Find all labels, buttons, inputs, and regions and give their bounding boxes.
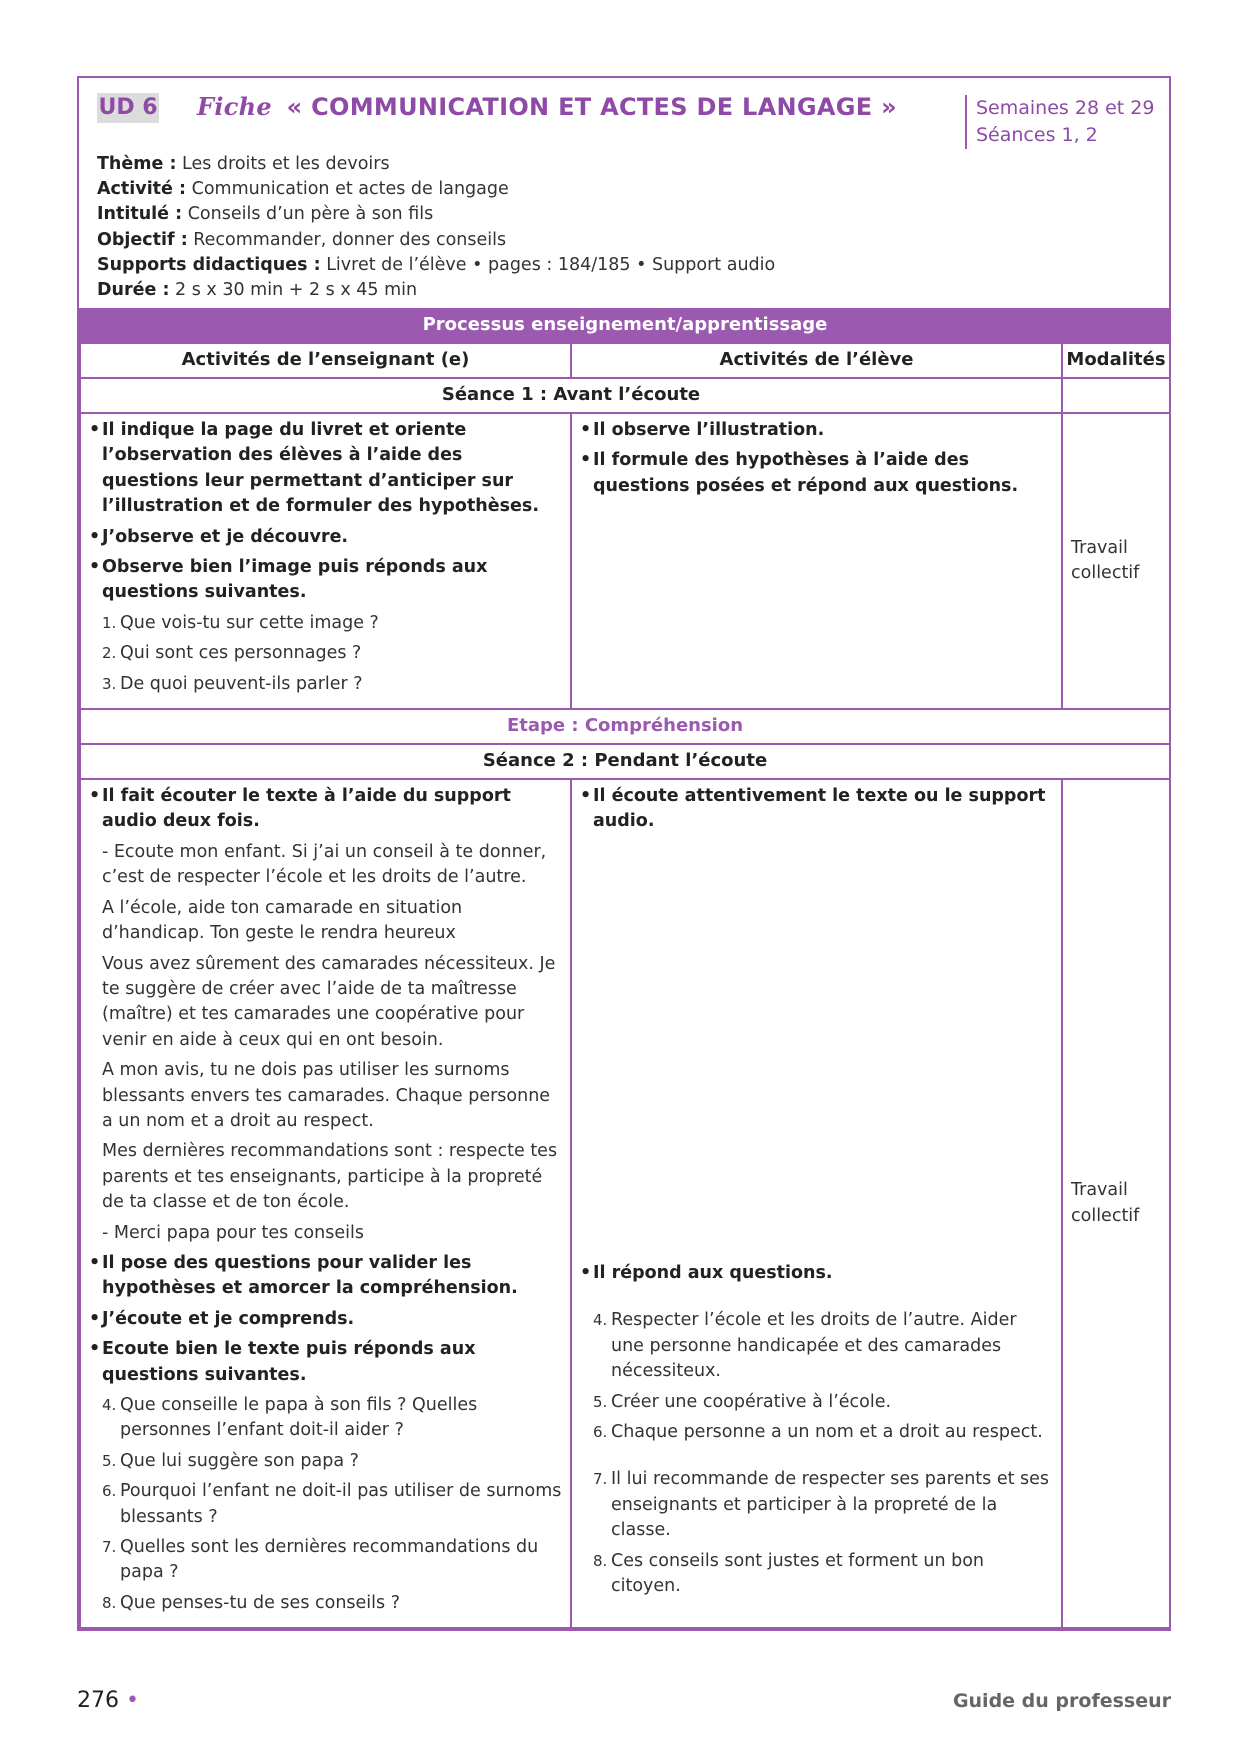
seance1-title: Séance 1 : Avant l’écoute [80, 378, 1062, 413]
etape-title: Etape : Compréhension [80, 709, 1170, 744]
process-title: Processus enseignement/apprentissage [80, 309, 1170, 343]
sheet-title [197, 92, 897, 121]
seance1-mode: Travail collectif [1062, 413, 1170, 709]
question-item: 8. Que penses-tu de ses conseils ? [102, 1592, 400, 1613]
dialogue-text: A mon avis, tu ne dois pas utiliser les surnoms blessants envers tes camarades. Chaque personne a un nom et a droit au respect. [102, 1060, 551, 1131]
question-item: 7. Quelles sont les dernières recommandations du papa ? [102, 1537, 539, 1583]
seance2-mode: Travail collectif [1062, 779, 1170, 1628]
bullet-item: • Observe bien l’image puis réponds aux questions suivantes. [89, 555, 562, 606]
dialogue-text: A l’école, aide ton camarade en situation d’handicap. Ton geste le rendra heureux [102, 897, 463, 944]
seance2-student [571, 779, 1062, 1628]
fiche-label: Fiche [197, 92, 272, 121]
bullet-item: • Il écoute attentivement le texte ou le support audio. [580, 784, 1053, 835]
schedule-box [965, 95, 1154, 149]
weeks-label: Semaines 28 et 29 [976, 97, 1155, 119]
sessions-label: Séances 1, 2 [976, 124, 1098, 146]
col-modes-header: Modalités [1062, 343, 1170, 378]
question-item: 3. De quoi peuvent-ils parler ? [102, 673, 363, 694]
bullet-item: • J’observe et je découvre. [89, 525, 562, 550]
title-text: « COMMUNICATION ET ACTES DE LANGAGE » [286, 93, 897, 121]
dialogue-text: - Merci papa pour tes conseils [102, 1222, 364, 1243]
bullet-item: • Il répond aux questions. [580, 1261, 1053, 1286]
answer-item: 6. Chaque personne a un nom et a droit au respect. [593, 1421, 1043, 1442]
meta-title: Intitulé : Conseils d’un père à son fils [97, 204, 434, 225]
question-item: 5. Que lui suggère son papa ? [102, 1450, 359, 1471]
page-number: 276 • [77, 1688, 139, 1713]
answer-item: 7. Il lui recommande de respecter ses parents et ses enseignants et participer à la propreté de la classe. [593, 1469, 1050, 1541]
bullet-item: • J’écoute et je comprends. [89, 1307, 562, 1332]
meta-duration: Durée : 2 s x 30 min + 2 s x 45 min [97, 280, 418, 301]
seance2-teacher [80, 779, 571, 1628]
meta-objective: Objectif : Recommander, donner des conseils [97, 229, 507, 250]
bullet-item: • Ecoute bien le texte puis réponds aux questions suivantes. [89, 1337, 562, 1388]
seance1-teacher [80, 413, 571, 709]
seance1-title-empty [1062, 378, 1170, 413]
seance1-student [571, 413, 1062, 709]
lesson-sheet [77, 76, 1171, 1631]
question-item: 6. Pourquoi l’enfant ne doit-il pas utiliser de surnoms blessants ? [102, 1481, 562, 1527]
meta-theme: Thème : Les droits et les devoirs [97, 154, 390, 174]
dialogue-text: Vous avez sûrement des camarades nécessiteux. Je te suggère de créer avec l’aide de ta maîtresse (maître) et tes camarades une coopérative pour venir en aide à ceux qui en ont besoin. [102, 953, 556, 1050]
answer-item: 5. Créer une coopérative à l’école. [593, 1391, 892, 1412]
seance2-title: Séance 2 : Pendant l’écoute [80, 744, 1170, 779]
bullet-item: • Il indique la page du livret et oriente l’observation des élèves à l’aide des questions leur permettant d’anticiper sur l’illustration et de formuler des hypothèses. [89, 418, 562, 520]
bullet-item: • Il observe l’illustration. [580, 418, 1053, 443]
answer-item: 4. Respecter l’école et les droits de l’autre. Aider une personne handicapée et des camarades nécessiteux. [593, 1310, 1017, 1382]
meta-supports: Supports didactiques : Livret de l’élève • pages : 184/185 • Support audio [97, 254, 776, 275]
answer-item: 8. Ces conseils sont justes et forment un bon citoyen. [593, 1550, 985, 1596]
footer-guide-label: Guide du professeur [952, 1690, 1171, 1712]
question-item: 4. Que conseille le papa à son fils ? Quelles personnes l’enfant doit-il aider ? [102, 1395, 478, 1441]
dialogue-text: Mes dernières recommandations sont : respecte tes parents et tes enseignants, participe à la propreté de ta classe et de ton école. [102, 1141, 558, 1213]
col-student-header: Activités de l’élève [571, 343, 1062, 378]
question-item: 1. Que vois-tu sur cette image ? [102, 612, 379, 633]
meta-activity: Activité : Communication et actes de langage [97, 179, 509, 200]
bullet-item: • Il pose des questions pour valider les hypothèses et amorcer la compréhension. [89, 1251, 562, 1302]
unit-badge: UD 6 [97, 93, 159, 123]
process-table [79, 308, 1171, 1629]
bullet-item: • Il formule des hypothèses à l’aide des questions posées et répond aux questions. [580, 448, 1053, 499]
lesson-meta [97, 152, 775, 303]
sheet-header [79, 78, 1169, 308]
footer-bullet: • [126, 1688, 139, 1713]
col-teacher-header: Activités de l’enseignant (e) [80, 343, 571, 378]
question-item: 2. Qui sont ces personnages ? [102, 643, 362, 664]
bullet-item: • Il fait écouter le texte à l’aide du support audio deux fois. [89, 784, 562, 835]
dialogue-text: - Ecoute mon enfant. Si j’ai un conseil à te donner, c’est de respecter l’école et les droits de l’autre. [102, 841, 547, 888]
